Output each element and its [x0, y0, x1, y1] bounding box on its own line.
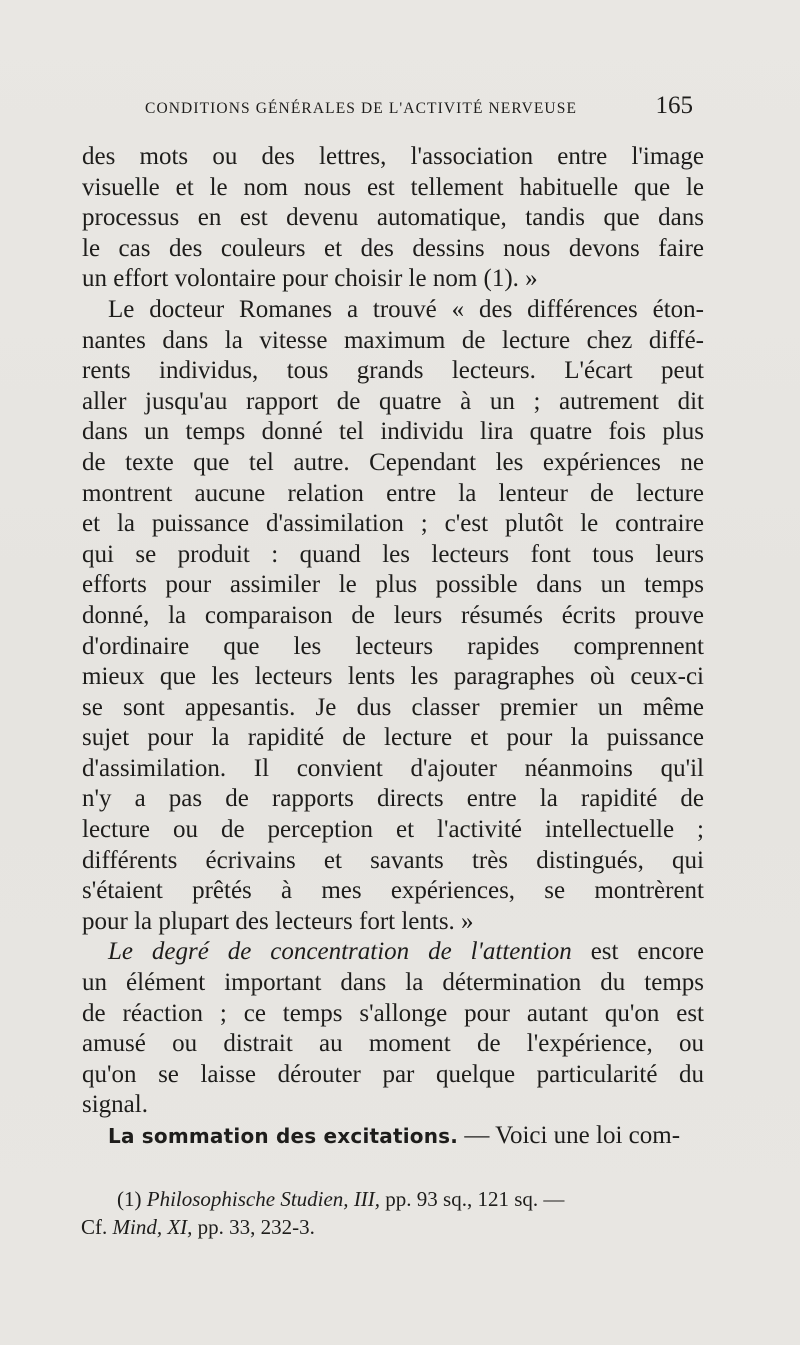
citation-cf: Cf. [81, 1215, 108, 1239]
body-text [82, 142, 704, 1152]
text-line: de réaction ; ce temps s'allonge pour autant qu'on est [82, 999, 704, 1027]
citation-pages: pp. 93 sq., 121 sq. — [380, 1187, 565, 1211]
footnote [81, 1185, 703, 1241]
text-line: des mots ou des lettres, l'association entre l'image [82, 143, 704, 170]
text-line: un effort volontaire pour choisir le nom (1). » [82, 265, 538, 293]
text-line: d'assimilation. Il convient d'ajouter néanmoins qu'il [82, 754, 704, 782]
text-line: se sont appesantis. Je dus classer premier un même [82, 693, 704, 721]
text-line: lecture ou de perception et l'activité intellectuelle ; [82, 816, 704, 844]
text-line: un élément important dans la détermination du temps [82, 969, 704, 997]
footnote-line [81, 1213, 703, 1241]
text-line: signal. [82, 1091, 148, 1119]
text-line: aller jusqu'au rapport de quatre à un ; autrement dit [82, 387, 704, 415]
text-line: le cas des couleurs et des dessins nous devons faire [82, 234, 704, 262]
text-line: sujet pour la rapidité de lecture et pour la puissance [82, 724, 704, 752]
citation-title: Philosophische Studien, [146, 1187, 349, 1211]
text-line: d'ordinaire que les lecteurs rapides comprennent [82, 632, 704, 660]
text-line: visuelle et le nom nous est tellement habituelle que le [82, 173, 704, 201]
text-line: différents écrivains et savants très distingués, qui [82, 846, 704, 874]
text-span: — Voici une loi com- [458, 1122, 681, 1149]
emphasis-text: Le degré de concentration de l'attention [108, 938, 572, 966]
citation-pages: pp. 33, 232-3. [192, 1215, 315, 1239]
page-number: 165 [655, 92, 693, 119]
text-span: est encore [571, 938, 704, 966]
text-line: nantes dans la vitesse maximum de lecture chez diffé- [82, 326, 704, 354]
text-line: mieux que les lecteurs lents les paragraphes où ceux-ci [82, 663, 704, 691]
text-line: s'étaient prêtés à mes expériences, se montrèrent [82, 877, 704, 905]
text-line: donné, la comparaison de leurs résumés écrits prouve [82, 601, 704, 629]
text-line: Le docteur Romanes a trouvé « des différences éton- [108, 295, 704, 323]
section-heading: La sommation des excitations. [108, 1124, 459, 1148]
running-title: CONDITIONS GÉNÉRALES DE L'ACTIVITÉ NERVEUSE [145, 100, 578, 117]
text-line: amusé ou distrait au moment de l'expérience, ou [82, 1030, 704, 1058]
citation-title: Mind, [112, 1215, 163, 1239]
text-line: rents individus, tous grands lecteurs. L'écart peut [82, 357, 704, 385]
citation-volume: XI, [167, 1215, 193, 1239]
citation-volume: III, [353, 1187, 381, 1211]
footnote-marker: (1) [117, 1187, 142, 1211]
section-heading-line [82, 1121, 704, 1152]
text-line: efforts pour assimiler le plus possible dans un temps [82, 571, 704, 599]
text-line: n'y a pas de rapports directs entre la rapidité de [82, 785, 704, 813]
footnote-line [103, 1185, 703, 1213]
text-line: et la puissance d'assimilation ; c'est plutôt le contraire [82, 510, 704, 538]
running-header [145, 92, 695, 124]
text-line: qui se produit : quand les lecteurs font tous leurs [82, 540, 704, 568]
text-line: pour la plupart des lecteurs fort lents. » [82, 907, 474, 935]
text-line: processus en est devenu automatique, tandis que dans [82, 204, 704, 232]
text-line: dans un temps donné tel individu lira quatre fois plus [82, 418, 704, 446]
text-line: de texte que tel autre. Cependant les expériences ne [82, 448, 704, 476]
text-line [82, 937, 704, 968]
text-line: montrent aucune relation entre la lenteur de lecture [82, 479, 704, 507]
text-line: qu'on se laisse dérouter par quelque particularité du [82, 1060, 704, 1088]
